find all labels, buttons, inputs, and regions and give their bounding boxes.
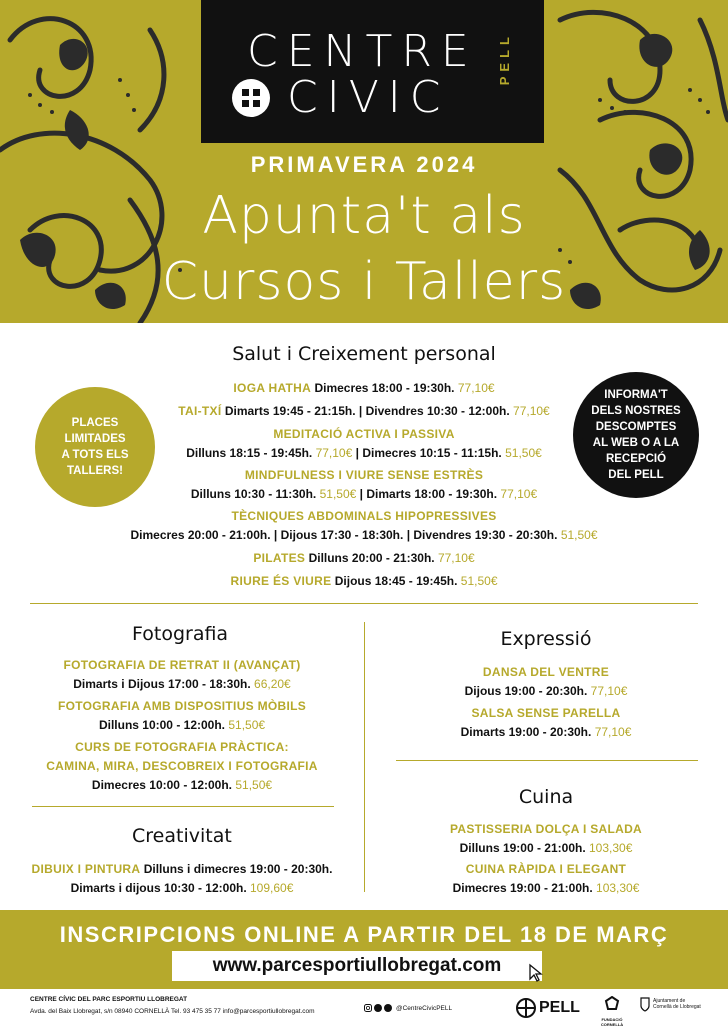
logo-line2: CIVIC — [287, 72, 450, 123]
coat-of-arms-icon — [640, 996, 650, 1012]
course-dibuix — [30, 862, 334, 876]
course-salsa-name — [394, 706, 698, 720]
pell-logo-text: PELL — [539, 999, 580, 1016]
course-schedule: Dijous 19:00 - 20:30h. — [464, 684, 588, 698]
ajuntament-line1: Ajuntament de — [653, 998, 686, 1004]
logo-line1: CENTRE — [247, 26, 478, 77]
section-title-fotografia: Fotografia — [132, 623, 229, 645]
separator: | — [406, 528, 411, 542]
course-schedule: Dimecres 18:00 - 19:30h. — [314, 381, 455, 395]
course-name: MINDFULNESS I VIURE SENSE ESTRÈS — [244, 468, 484, 482]
course-schedule: Dilluns i dimecres 19:00 - 20:30h. — [143, 862, 333, 876]
course-schedule: Dimecres 10:00 - 12:00h. — [91, 778, 233, 792]
course-schedule: Dilluns 10:00 - 12:00h. — [98, 718, 225, 732]
course-ioga — [0, 381, 728, 395]
fundacio-logo — [592, 996, 632, 1027]
course-schedule: Dimarts i dijous 10:30 - 12:00h. — [70, 881, 247, 895]
course-mobils-name — [30, 699, 334, 713]
course-name: PASTISSERIA DOLÇA I SALADA — [449, 822, 643, 836]
ajuntament-logo — [640, 996, 701, 1012]
course-name: SALSA SENSE PARELLA — [471, 706, 621, 720]
course-price: 77,10€ — [437, 551, 475, 565]
centre-civic-logo — [201, 0, 544, 143]
course-pastisseria-schedule — [394, 841, 698, 855]
fundacio-icon — [604, 996, 620, 1012]
course-dansa-schedule — [394, 684, 698, 698]
badge-right-line: DESCOMPTES — [595, 421, 677, 433]
badge-right-line: INFORMA'T — [604, 389, 668, 401]
section-title-salut: Salut i Creixement personal — [232, 343, 496, 365]
course-price: 77,10€ — [590, 684, 628, 698]
headline-line1: Apunta't als — [202, 186, 526, 246]
course-pastisseria-name — [394, 822, 698, 836]
divider — [30, 603, 698, 604]
badge-left-line: LIMITADES — [64, 433, 126, 445]
course-name: DANSA DEL VENTRE — [482, 665, 610, 679]
course-name: CAMINA, MIRA, DESCOBREIX I FOTOGRAFIA — [46, 759, 318, 773]
course-name: TAI-TXÍ — [178, 404, 222, 418]
course-tecniques-name — [0, 509, 728, 523]
footer-org: CENTRE CÍVIC DEL PARC ESPORTIU LLOBREGAT — [30, 996, 188, 1003]
course-schedule: Dilluns 18:15 - 19:45h. — [186, 446, 313, 460]
course-retrat-schedule — [30, 677, 334, 691]
pell-footer-logo — [516, 998, 580, 1018]
course-name: MEDITACIÓ ACTIVA I PASSIVA — [273, 427, 455, 441]
course-schedule: Dilluns 20:00 - 21:30h. — [308, 551, 435, 565]
social-links[interactable] — [364, 1004, 452, 1012]
course-mindfulness-schedule — [0, 487, 728, 501]
course-practica-schedule — [30, 778, 334, 792]
instagram-icon[interactable] — [364, 1004, 372, 1012]
logo-pell-label: PELL — [497, 32, 512, 86]
course-price: 77,10€ — [500, 487, 538, 501]
pell-mark-icon — [231, 78, 271, 118]
badge-right-line: AL WEB O A LA — [592, 437, 680, 449]
course-schedule: Dimecres 10:15 - 11:15h. — [362, 446, 502, 460]
badge-right-line: RECEPCIÓ — [605, 453, 667, 465]
course-price: 66,20€ — [254, 677, 291, 691]
course-name: TÈCNIQUES ABDOMINALS HIPOPRESSIVES — [231, 509, 497, 523]
course-price: 109,60€ — [250, 881, 294, 895]
course-salsa-schedule — [394, 725, 698, 739]
social-handle[interactable]: @CentreCivicPELL — [396, 1004, 453, 1012]
registration-band — [0, 910, 728, 989]
course-meditacio-schedule — [0, 446, 728, 460]
fundacio-label: FUNDACIÓ CORNELLÀ — [600, 1017, 624, 1027]
course-schedule: Dimarts 18:00 - 19:30h. — [366, 487, 498, 501]
separator: | — [358, 404, 363, 418]
separator: | — [355, 446, 359, 460]
website-url[interactable]: www.parcesportiullobregat.com — [212, 955, 502, 976]
course-pilates — [0, 551, 728, 565]
course-schedule: Dimarts 19:00 - 20:30h. — [460, 725, 592, 739]
course-riure — [0, 574, 728, 588]
course-rapida-name — [394, 862, 698, 876]
course-schedule: Dijous 18:45 - 19:45h. — [334, 574, 458, 588]
course-name: RIURE ÉS VIURE — [230, 574, 332, 588]
course-mindfulness-name — [0, 468, 728, 482]
course-dibuix-schedule — [30, 881, 334, 895]
course-taixi — [0, 404, 728, 418]
course-name: DIBUIX I PINTURA — [31, 862, 141, 876]
course-rapida-schedule — [394, 881, 698, 895]
section-title-cuina: Cuina — [518, 786, 574, 808]
separator: | — [273, 528, 278, 542]
separator: | — [359, 487, 363, 501]
course-price: 51,50€ — [460, 574, 498, 588]
course-schedule: Divendres 10:30 - 12:00h. — [365, 404, 510, 418]
course-price: 103,30€ — [596, 881, 640, 895]
course-name: CUINA RÀPIDA I ELEGANT — [465, 862, 627, 876]
course-price: 77,10€ — [457, 381, 495, 395]
badge-right-line: DELS NOSTRES — [591, 405, 681, 417]
course-meditacio-name — [0, 427, 728, 441]
course-schedule: Dilluns 19:00 - 21:00h. — [459, 841, 586, 855]
registration-title: INSCRIPCIONS ONLINE A PARTIR DEL 18 DE MARÇ — [59, 922, 669, 947]
course-price: 51,50€ — [235, 778, 273, 792]
website-link[interactable] — [172, 951, 542, 981]
divider — [32, 806, 334, 807]
course-practica-name1 — [30, 740, 334, 754]
course-name: FOTOGRAFIA AMB DISPOSITIUS MÒBILS — [57, 699, 307, 713]
course-name: FOTOGRAFIA DE RETRAT II (AVANÇAT) — [63, 658, 301, 672]
ajuntament-line2: Cornellà de Llobregat — [653, 1004, 701, 1010]
course-schedule: Dimecres 20:00 - 21:00h. — [130, 528, 271, 542]
course-price: 51,50€ — [505, 446, 542, 460]
course-mobils-schedule — [30, 718, 334, 732]
course-schedule: Dilluns 10:30 - 11:30h. — [190, 487, 317, 501]
cursor-icon — [526, 961, 546, 983]
badge-left-line: PLACES — [71, 417, 119, 429]
course-tecniques-schedule — [0, 528, 728, 542]
badge-right-line: DEL PELL — [608, 469, 664, 481]
season-label: PRIMAVERA 2024 — [250, 152, 478, 177]
headline-line2: Cursos i Tallers — [161, 252, 567, 312]
pell-globe-icon — [516, 998, 536, 1018]
course-name: PILATES — [253, 551, 306, 565]
facebook-icon[interactable] — [374, 1004, 382, 1012]
badge-left-line: A TOTS ELS — [61, 449, 129, 461]
header-banner — [0, 0, 728, 323]
course-price: 77,10€ — [315, 446, 353, 460]
footer-address: Avda. del Baix Llobregat, s/n 08940 CORNELLÀ Tel. 93 475 35 77 info@parcesportiullobregat.com — [30, 1008, 315, 1015]
course-schedule: Dimarts 19:45 - 21:15h. — [224, 404, 356, 418]
course-price: 77,10€ — [594, 725, 632, 739]
twitter-icon[interactable] — [384, 1004, 392, 1012]
course-price: 51,50€ — [319, 487, 357, 501]
column-divider — [364, 622, 365, 892]
course-dansa-name — [394, 665, 698, 679]
section-title-expressio: Expressió — [500, 628, 592, 650]
course-schedule: Dimecres 19:00 - 21:00h. — [452, 881, 593, 895]
course-price: 51,50€ — [228, 718, 266, 732]
course-price: 103,30€ — [589, 841, 633, 855]
course-name: CURS DE FOTOGRAFIA PRÀCTICA: — [75, 740, 289, 754]
course-price: 51,50€ — [560, 528, 598, 542]
course-schedule: Dimarts i Dijous 17:00 - 18:30h. — [73, 677, 251, 691]
course-schedule: Dijous 17:30 - 18:30h. — [280, 528, 404, 542]
course-retrat-name — [30, 658, 334, 672]
section-title-creativitat: Creativitat — [132, 825, 232, 847]
badge-left-line: TALLERS! — [66, 465, 123, 477]
course-practica-name2 — [30, 759, 334, 773]
course-name: IOGA HATHA — [233, 381, 312, 395]
course-schedule: Divendres 19:30 - 20:30h. — [413, 528, 558, 542]
course-price: 77,10€ — [513, 404, 550, 418]
divider — [396, 760, 698, 761]
